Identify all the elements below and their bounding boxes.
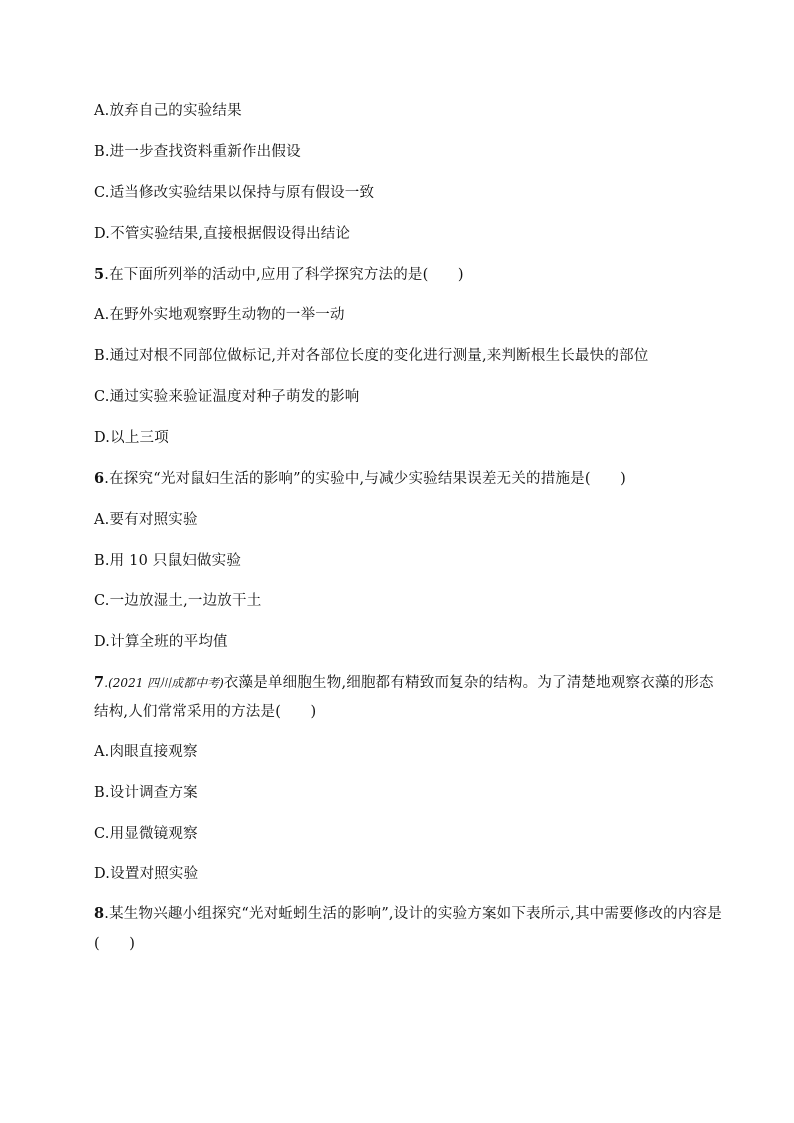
option-4d bbox=[94, 224, 350, 244]
option-text: B.设计调查方案 bbox=[94, 785, 198, 801]
option-text: D.不管实验结果,直接根据假设得出结论 bbox=[94, 226, 351, 242]
option-5a bbox=[94, 305, 345, 325]
question-text: .在探究“光对鼠妇生活的影响”的实验中,与减少实验结果误差无关的措施是( ) bbox=[104, 471, 626, 487]
question-7 bbox=[94, 673, 714, 693]
option-text: A.放弃自己的实验结果 bbox=[94, 103, 242, 119]
question-5 bbox=[94, 265, 464, 285]
option-text: D.设置对照实验 bbox=[94, 866, 199, 882]
question-text: ( ) bbox=[94, 936, 136, 952]
option-7c bbox=[94, 824, 198, 844]
option-text: D.计算全班的平均值 bbox=[94, 634, 228, 650]
option-5d bbox=[94, 428, 169, 448]
question-6 bbox=[94, 469, 626, 489]
question-8 bbox=[94, 904, 722, 924]
option-text: C.一边放湿土,一边放干土 bbox=[94, 593, 262, 609]
option-4c bbox=[94, 183, 374, 203]
option-6d bbox=[94, 632, 228, 652]
option-text: A.肉眼直接观察 bbox=[94, 744, 198, 760]
question-text: .某生物兴趣小组探究“光对蚯蚓生活的影响”,设计的实验方案如下表所示,其中需要修改的内容是 bbox=[104, 906, 722, 922]
option-text: B.用 10 只鼠妇做实验 bbox=[94, 553, 242, 569]
option-text: D.以上三项 bbox=[94, 430, 169, 446]
option-7d bbox=[94, 864, 198, 884]
option-7b bbox=[94, 783, 198, 803]
question-number: 5 bbox=[94, 266, 105, 283]
option-text: B.进一步查找资料重新作出假设 bbox=[94, 144, 301, 160]
question-number: 8 bbox=[94, 905, 105, 922]
question-text: 衣藻是单细胞生物,细胞都有精致而复杂的结构。为了清楚地观察衣藻的形态 bbox=[223, 675, 714, 691]
question-text: 结构,人们常常采用的方法是( ) bbox=[94, 704, 317, 720]
option-4b bbox=[94, 142, 301, 162]
option-text: C.通过实验来验证温度对种子萌发的影响 bbox=[94, 389, 360, 405]
question-number: 7 bbox=[94, 674, 105, 691]
option-4a bbox=[94, 101, 242, 121]
option-5c bbox=[94, 387, 360, 407]
option-text: A.要有对照实验 bbox=[94, 512, 198, 528]
option-6a bbox=[94, 510, 198, 530]
question-8-continued bbox=[94, 934, 135, 954]
option-5b bbox=[94, 346, 648, 366]
option-text: C.适当修改实验结果以保持与原有假设一致 bbox=[94, 185, 375, 201]
option-text: C.用显微镜观察 bbox=[94, 826, 198, 842]
option-6b bbox=[94, 551, 241, 571]
option-text: B.通过对根不同部位做标记,并对各部位长度的变化进行测量,来判断根生长最快的部位 bbox=[94, 348, 649, 364]
option-text: A.在野外实地观察野生动物的一举一动 bbox=[94, 307, 345, 323]
question-7-continued bbox=[94, 702, 316, 722]
option-6c bbox=[94, 591, 261, 611]
question-text: .在下面所列举的活动中,应用了科学探究方法的是( ) bbox=[104, 267, 464, 283]
question-number: 6 bbox=[94, 470, 105, 487]
option-7a bbox=[94, 742, 198, 762]
question-source: .(2021 四川成都中考) bbox=[104, 676, 224, 690]
